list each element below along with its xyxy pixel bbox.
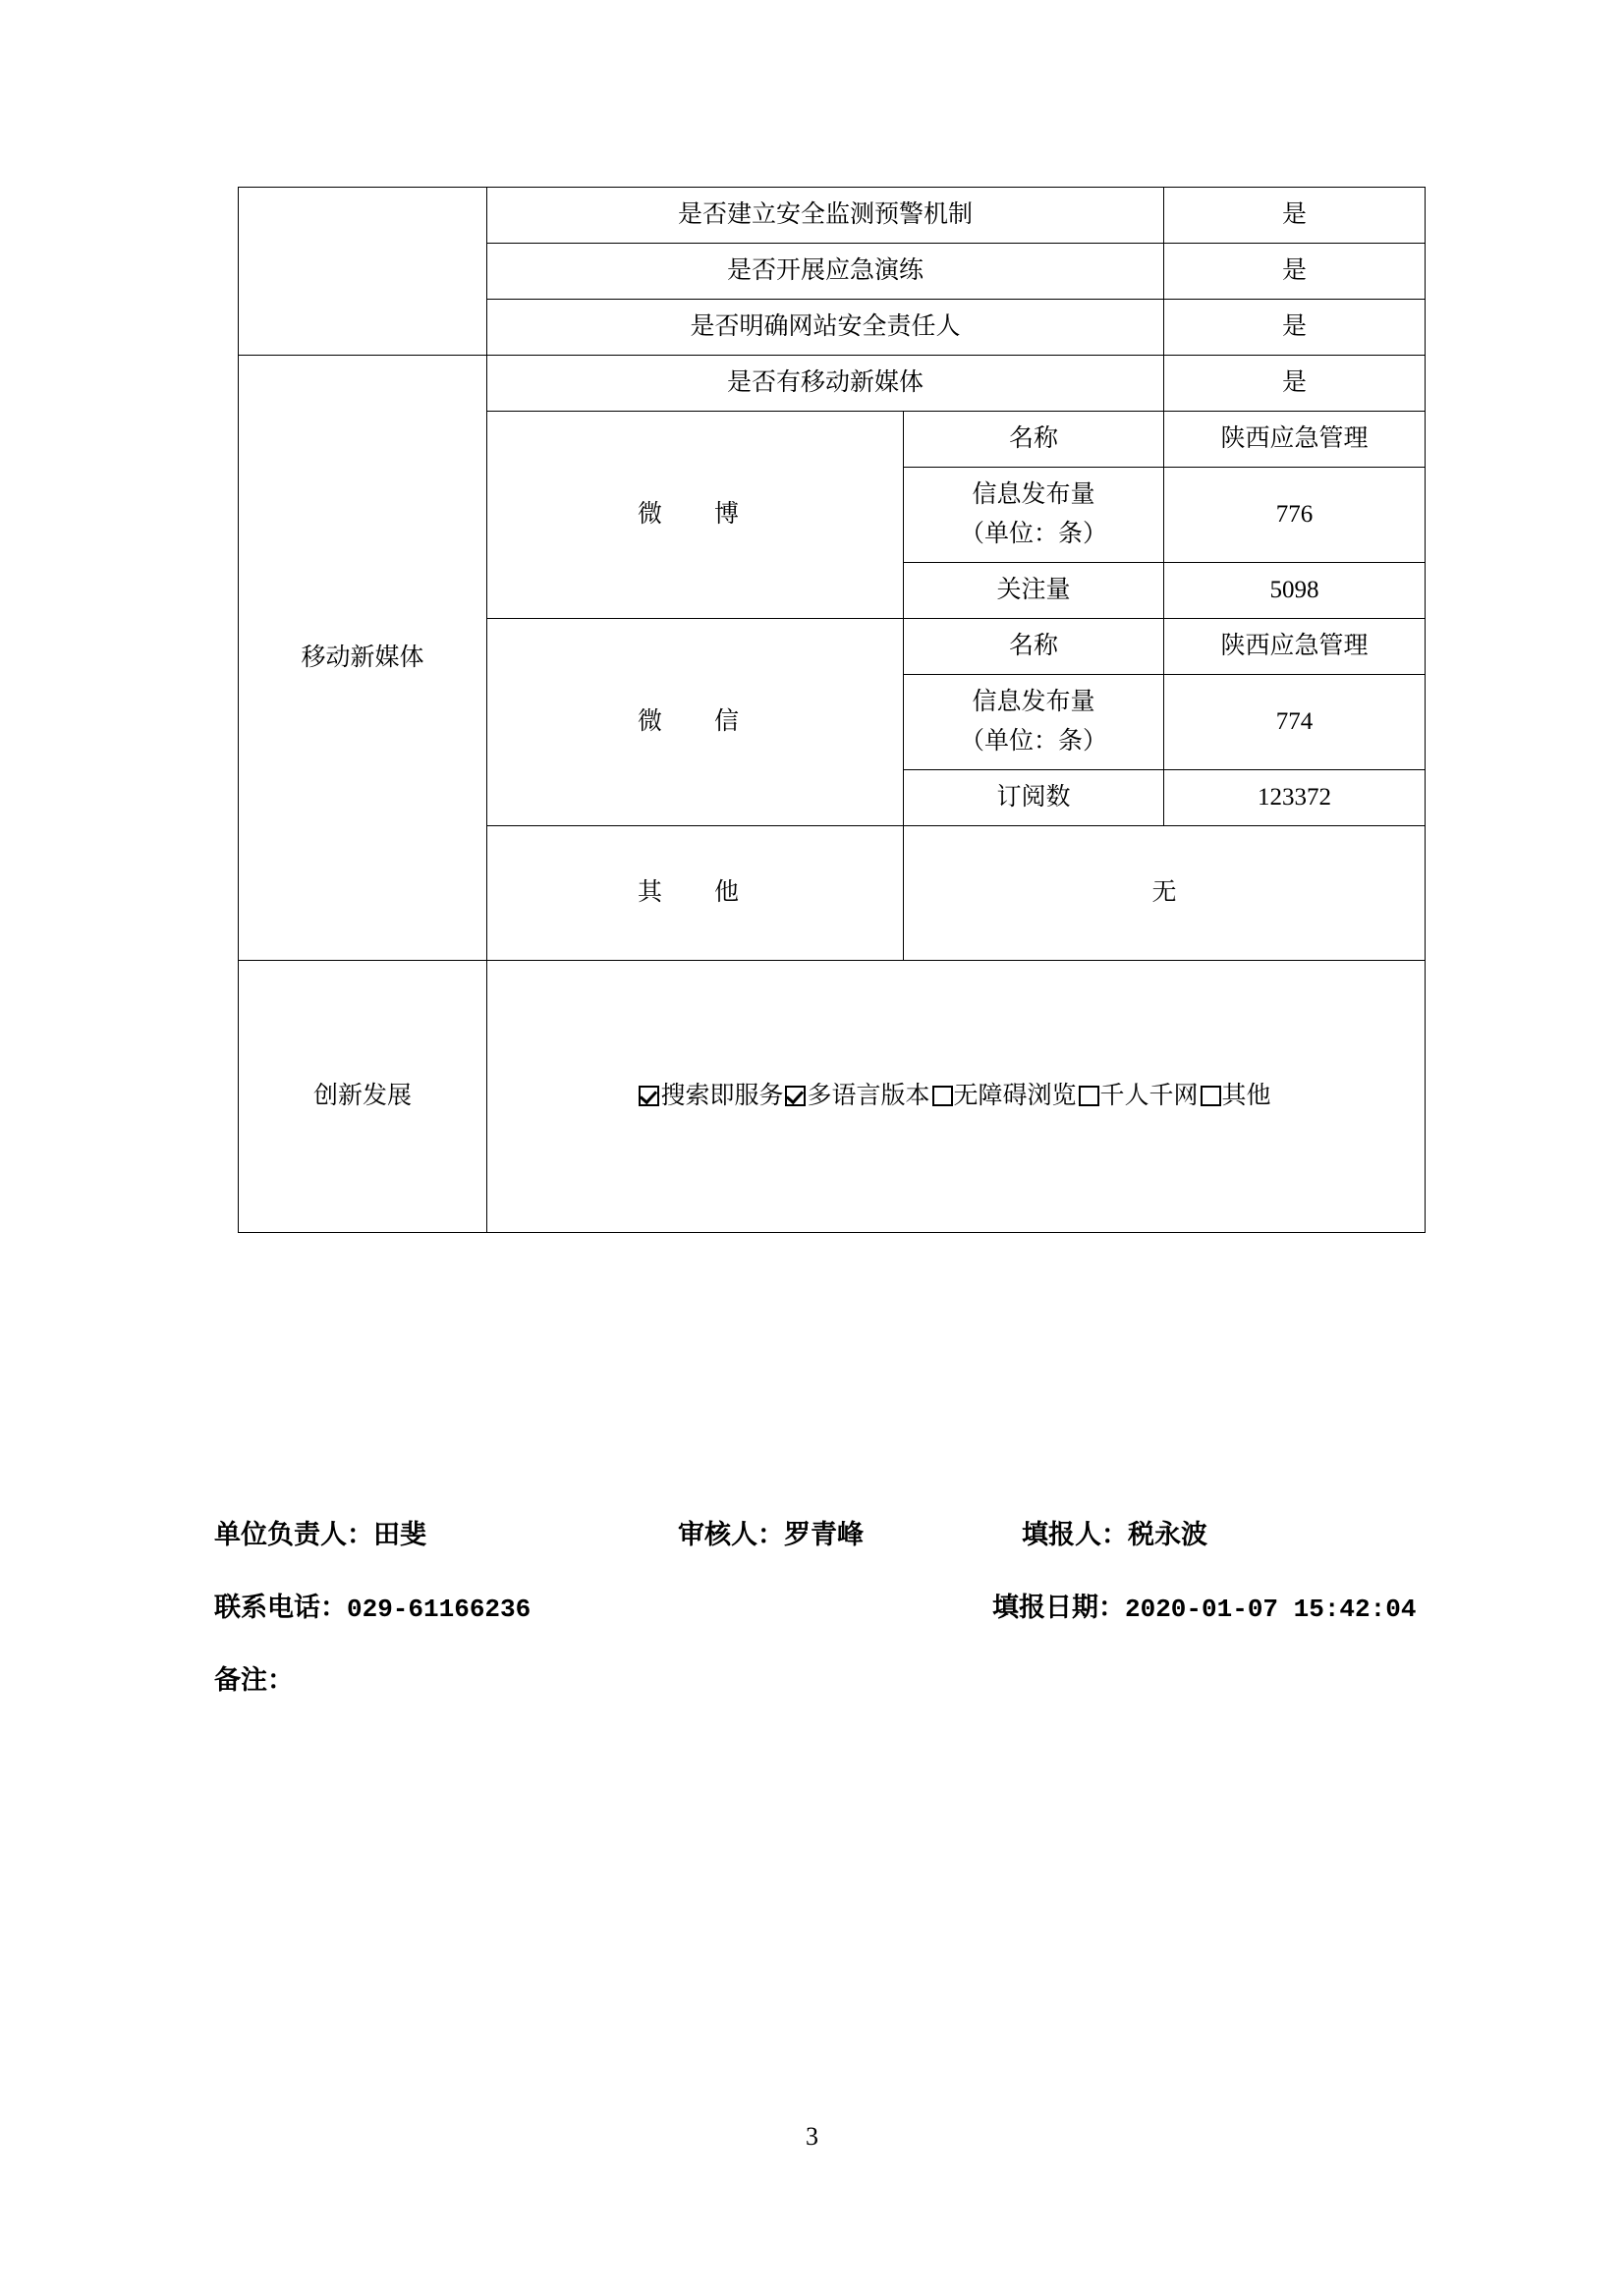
checkbox-search-as-service[interactable] [639,1086,659,1106]
innovation-option-label-2: 无障碍浏览 [953,1083,1077,1109]
weixin-value-2: 123372 [1164,770,1426,826]
weibo-key-1 [904,468,1164,563]
checkbox-accessibility[interactable] [932,1086,953,1106]
innovation-option-label-4: 其他 [1221,1083,1271,1109]
contact-phone-value: 029-61166236 [347,1595,532,1624]
weixin-value-1: 774 [1164,675,1426,770]
innovation-option-label-3: 千人千网 [1099,1083,1199,1109]
weibo-value-1: 776 [1164,468,1426,563]
remark-label: 备注： [214,1665,294,1695]
reviewer-value: 罗青峰 [784,1520,864,1549]
weibo-key-0: 名称 [904,412,1164,468]
security-value-0: 是 [1164,188,1426,244]
innovation-option-label-1: 多语言版本 [807,1083,930,1109]
security-value-1: 是 [1164,244,1426,300]
contact-phone-label: 联系电话： [214,1593,347,1622]
weibo-key-2: 关注量 [904,563,1164,619]
reviewer-label: 审核人： [678,1520,784,1549]
weibo-key-1-line1: 信息发布量 [972,481,1095,508]
reporter-value: 税永波 [1128,1520,1207,1549]
reporter-label: 填报人： [1022,1520,1128,1549]
weixin-label: 微 信 [487,619,904,826]
checkbox-other[interactable] [1201,1086,1221,1106]
has-mobile-media-label: 是否有移动新媒体 [487,356,1164,412]
weixin-value-0: 陕西应急管理 [1164,619,1426,675]
weibo-value-0: 陕西应急管理 [1164,412,1426,468]
table-row [239,188,1426,244]
security-label-0: 是否建立安全监测预警机制 [487,188,1164,244]
footer-block [0,1513,1624,1731]
weibo-key-1-line2: （单位：条） [960,521,1108,547]
report-date-label: 填报日期： [992,1593,1125,1622]
reporter [1022,1513,1207,1551]
table-row [239,961,1426,1233]
unit-head-value: 田斐 [373,1520,426,1549]
weixin-key-1-line2: （单位：条） [960,728,1108,755]
weixin-key-1-line1: 信息发布量 [972,689,1095,715]
has-mobile-media-value: 是 [1164,356,1426,412]
report-date [992,1586,1416,1624]
security-label-1: 是否开展应急演练 [487,244,1164,300]
other-media-value: 无 [904,826,1426,961]
report-date-value: 2020-01-07 15:42:04 [1125,1595,1417,1624]
weibo-label: 微 博 [487,412,904,619]
contact-phone [214,1586,531,1624]
table-row [239,356,1426,412]
unit-head-label: 单位负责人： [214,1520,373,1549]
innovation-options [639,1077,1272,1116]
security-group-cell [239,188,487,356]
weibo-value-2: 5098 [1164,563,1426,619]
page-number: 3 [806,2122,818,2151]
weixin-key-2: 订阅数 [904,770,1164,826]
security-value-2: 是 [1164,300,1426,356]
footer-row-contact [0,1586,1624,1658]
footer-row-remark [0,1658,1624,1731]
innovation-option-label-0: 搜索即服务 [660,1083,784,1109]
unit-head [214,1513,426,1551]
security-label-2: 是否明确网站安全责任人 [487,300,1164,356]
checkbox-personalized-web[interactable] [1079,1086,1099,1106]
reviewer [678,1513,864,1551]
mobile-media-group-label: 移动新媒体 [239,356,487,961]
footer-row-signatories [0,1513,1624,1586]
website-info-table [238,187,1426,1233]
innovation-options-cell [487,961,1426,1233]
other-media-label: 其 他 [487,826,904,961]
weixin-key-1 [904,675,1164,770]
weixin-key-0: 名称 [904,619,1164,675]
checkbox-multilingual[interactable] [785,1086,806,1106]
innovation-label: 创新发展 [239,961,487,1233]
